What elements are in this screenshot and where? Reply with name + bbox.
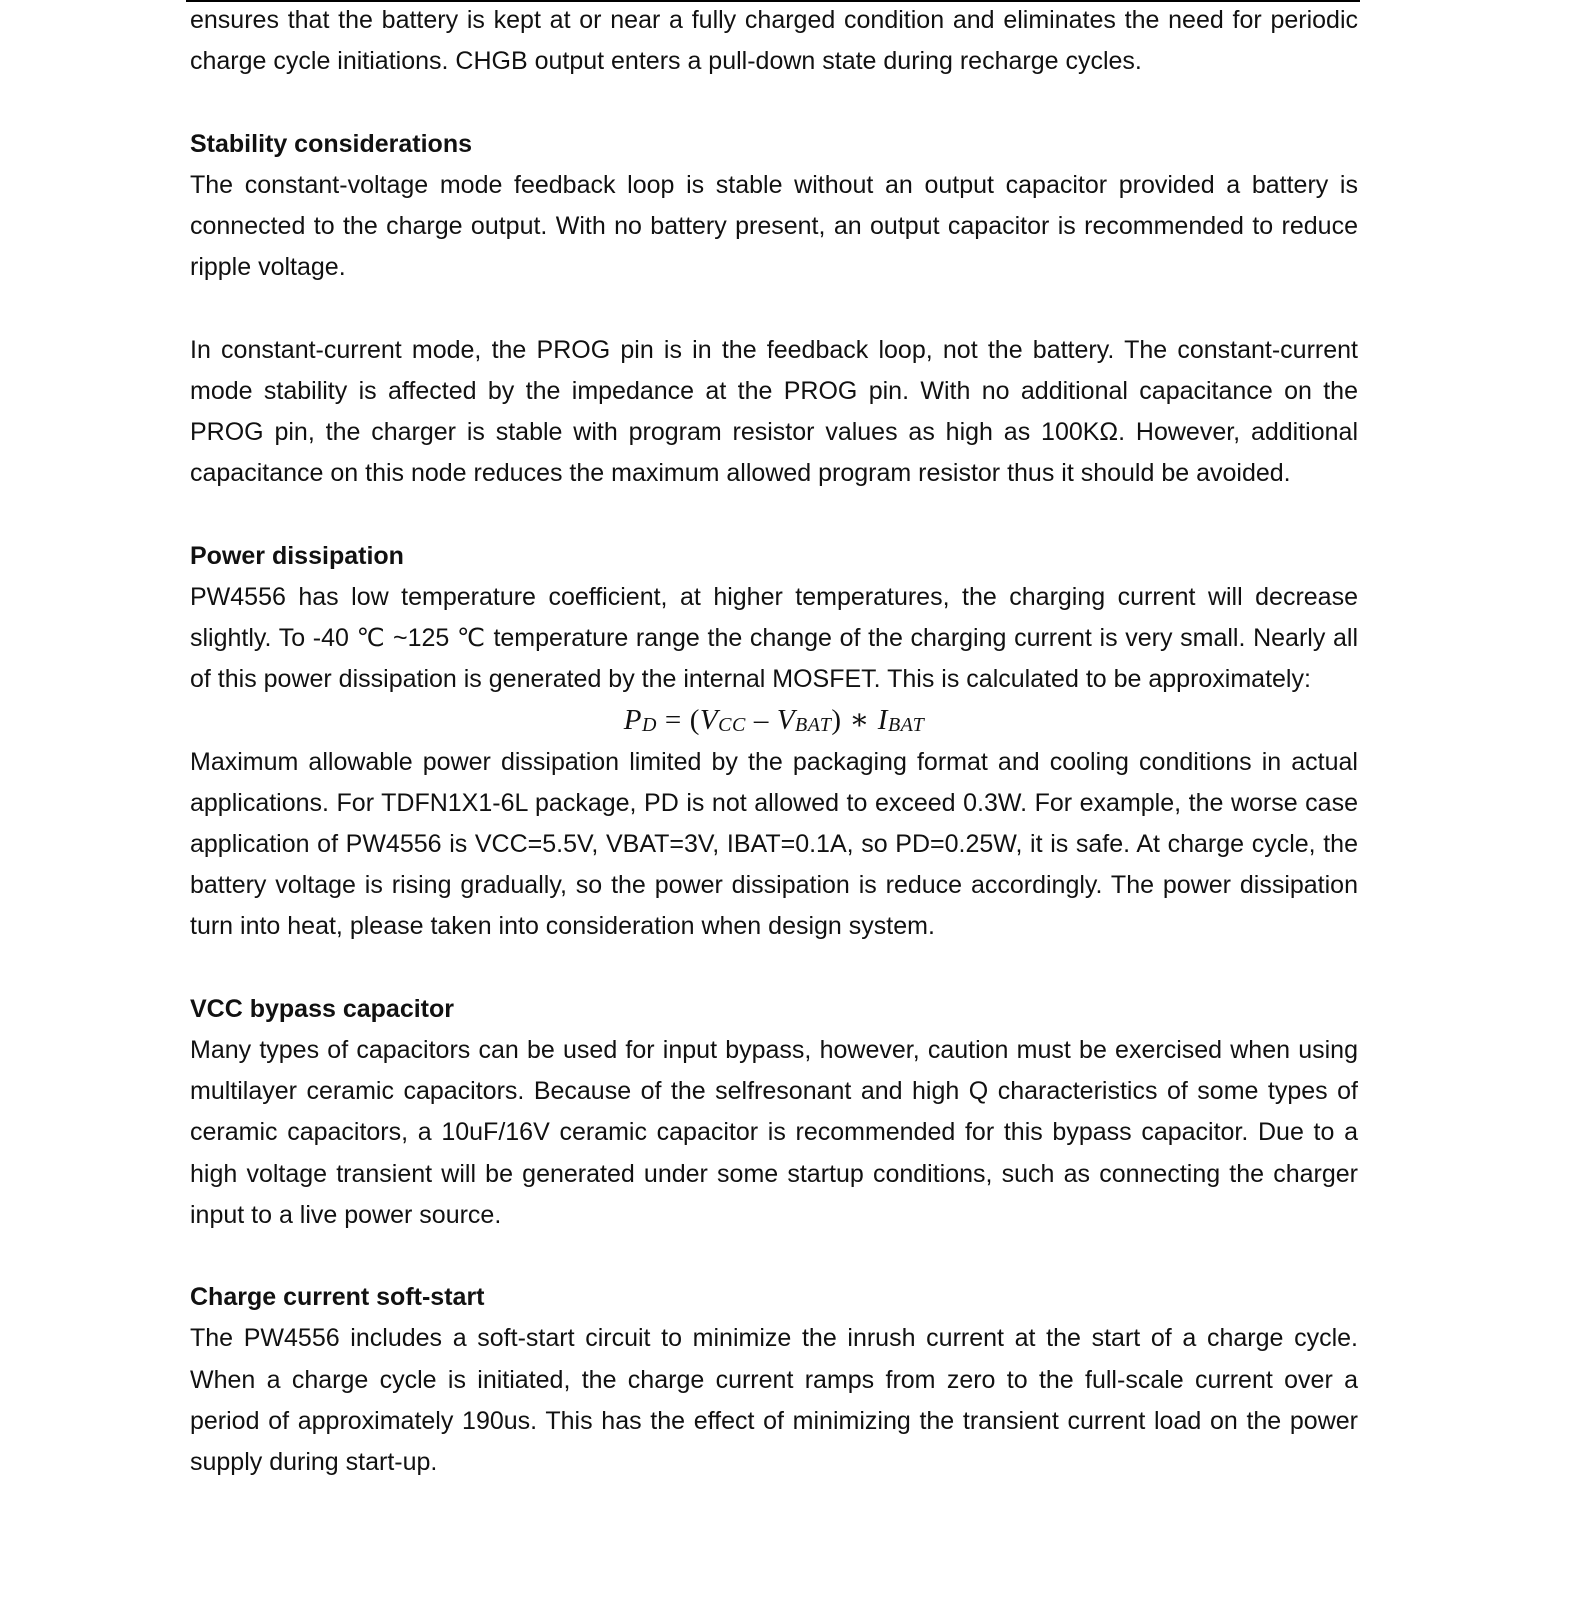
power-dissipation-paragraph-1: PW4556 has low temperature coefficient, at higher temperatures, the charging current will decrease slightly. To -40 ℃ ~125 ℃ temperature range the change of the charging current is very small. Nearly all of this power dissipation is generated by the internal MOSFET. This is calculated to be approximately: xyxy=(190,582,1358,694)
formula-vcc: VCC xyxy=(699,704,746,737)
formula-open-paren: ( xyxy=(689,704,700,737)
soft-start-heading: Charge current soft-start xyxy=(190,1283,485,1312)
stability-paragraph-1: The constant-voltage mode feedback loop is stable without an output capacitor provided a battery is connected to the charge output. With no battery present, an output capacitor is recommended to reduce ripple voltage. xyxy=(190,170,1358,282)
formula-ibat: IBAT xyxy=(877,704,925,737)
formula-times: ∗ xyxy=(849,704,870,737)
formula-minus: – xyxy=(753,704,769,737)
power-dissipation-paragraph-2: Maximum allowable power dissipation limited by the packaging format and cooling conditions in actual applications. For TDFN1X1-6L package, PD is not allowed to exceed 0.3W. For example, the worse case application of PW4556 is VCC=5.5V, VBAT=3V, IBAT=0.1A, so PD=0.25W, it is safe. At charge cycle, the battery voltage is rising gradually, so the power dissipation is reduce accordingly. The power dissipation turn into heat, please taken into consideration when design system. xyxy=(190,747,1358,941)
formula-pd: PD xyxy=(623,704,657,737)
document-page xyxy=(190,0,1358,1483)
formula-vbat: VBAT xyxy=(776,704,832,737)
recharge-continuation-paragraph: ensures that the battery is kept at or near a fully charged condition and eliminates the need for periodic charge cycle initiations. CHGB output enters a pull-down state during recharge cycles. xyxy=(190,6,1358,76)
vcc-bypass-heading: VCC bypass capacitor xyxy=(190,994,454,1023)
formula-equals: = xyxy=(664,704,682,737)
section-gap xyxy=(190,82,1358,123)
stability-heading: Stability considerations xyxy=(190,129,473,158)
stability-paragraph-2: In constant-current mode, the PROG pin is in the feedback loop, not the battery. The constant-current mode stability is affected by the impedance at the PROG pin. With no additional capacitance on the PROG pin, the charger is stable with program resistor values as high as 100KΩ. However, additional capacitance on this node reduces the maximum allowed program resistor thus it should be avoided. xyxy=(190,335,1358,488)
section-gap xyxy=(190,1236,1358,1277)
soft-start-paragraph: The PW4556 includes a soft-start circuit to minimize the inrush current at the start of a charge cycle. When a charge cycle is initiated, the charge current ramps from zero to the full-scale current over a period of approximately 190us. This has the effect of minimizing the transient current load on the power supply during start-up. xyxy=(190,1324,1358,1477)
formula-close-paren: ) xyxy=(831,704,842,737)
section-gap xyxy=(190,948,1358,989)
vcc-bypass-paragraph: Many types of capacitors can be used for input bypass, however, caution must be exercised when using multilayer ceramic capacitors. Because of the selfresonant and high Q characteristics of some types of ceramic capacitors, a 10uF/16V ceramic capacitor is recommended for this bypass capacitor. Due to a high voltage transient will be generated under some startup conditions, such as connecting the charger input to a live power source. xyxy=(190,1036,1358,1229)
section-gap xyxy=(190,494,1358,535)
power-dissipation-heading: Power dissipation xyxy=(190,541,404,570)
power-dissipation-formula xyxy=(190,700,1358,741)
section-gap xyxy=(190,288,1358,329)
